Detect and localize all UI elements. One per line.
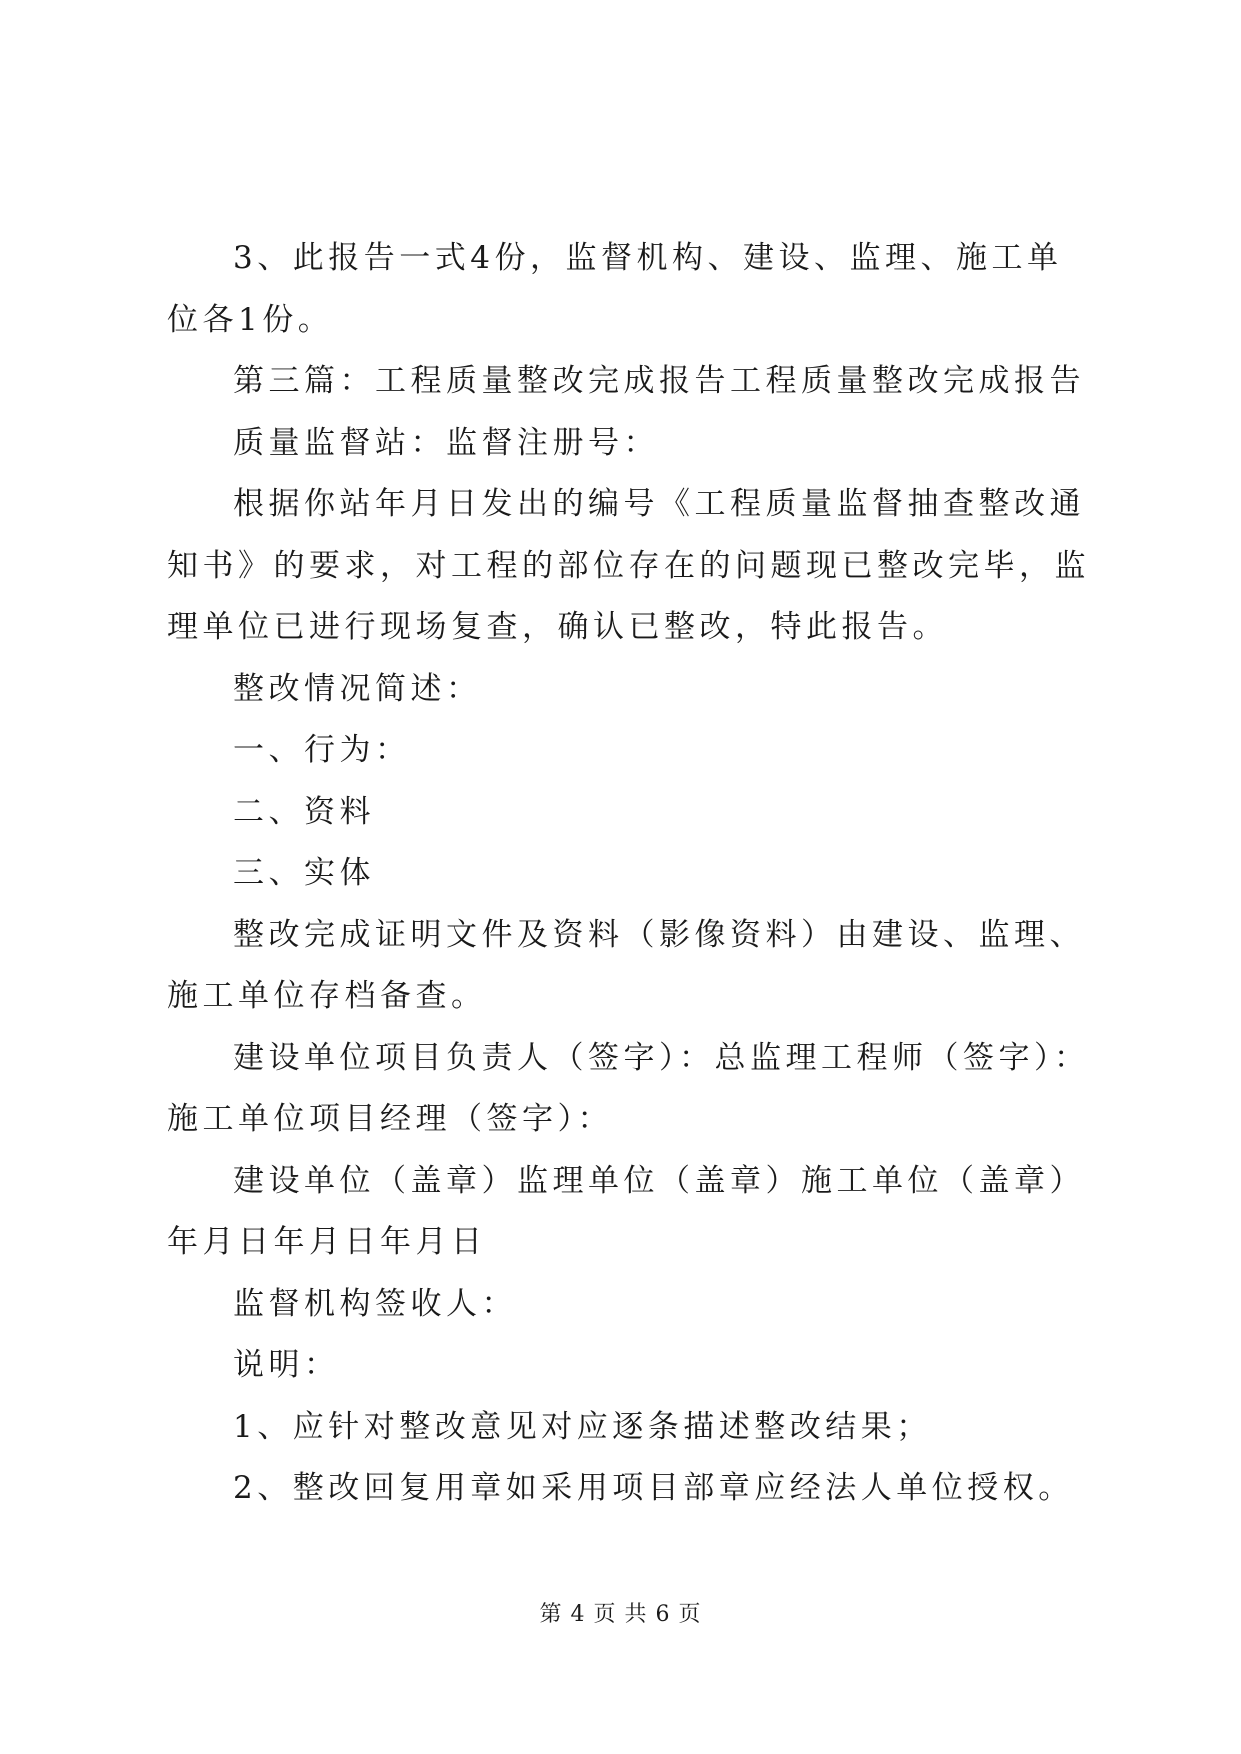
paragraph-chapter-title: 第三篇：工程质量整改完成报告工程质量整改完成报告 (233, 363, 1085, 399)
paragraph-note-2: 2、整改回复用章如采用项目部章应经法人单位授权。 (233, 1470, 1074, 1506)
document-body (167, 228, 1097, 1520)
paragraph-item-behavior: 一、行为： (233, 732, 411, 768)
paragraph-seals-dates: 建设单位（盖章）监理单位（盖章）施工单位（盖章）年月日年月日年月日 (167, 1162, 1085, 1260)
paragraph-signatures: 建设单位项目负责人（签字）：总监理工程师（签字）：施工单位项目经理（签字）： (167, 1039, 1090, 1137)
paragraph-archive-note: 整改完成证明文件及资料（影像资料）由建设、监理、施工单位存档备查。 (167, 916, 1085, 1014)
paragraph-station-registration: 质量监督站：监督注册号： (233, 424, 659, 461)
paragraph-report-statement: 根据你站年月日发出的编号《工程质量监督抽查整改通知书》的要求，对工程的部位存在的问题现已整改完毕，监理单位已进行现场复查，确认已整改，特此报告。 (167, 486, 1090, 645)
paragraph-summary-heading: 整改情况简述： (233, 670, 482, 707)
paragraph-receiver: 监督机构签收人： (233, 1285, 517, 1322)
paragraph-copies-note: 3、此报告一式4份，监督机构、建设、监理、施工单位各1份。 (167, 240, 1063, 338)
page-number-footer: 第 4 页 共 6 页 (539, 1602, 702, 1627)
paragraph-item-documents: 二、资料 (233, 793, 375, 830)
paragraph-notes-heading: 说明： (233, 1347, 340, 1383)
paragraph-item-entity: 三、实体 (233, 855, 375, 891)
paragraph-note-1: 1、应针对整改意见对应逐条描述整改结果； (233, 1408, 932, 1445)
